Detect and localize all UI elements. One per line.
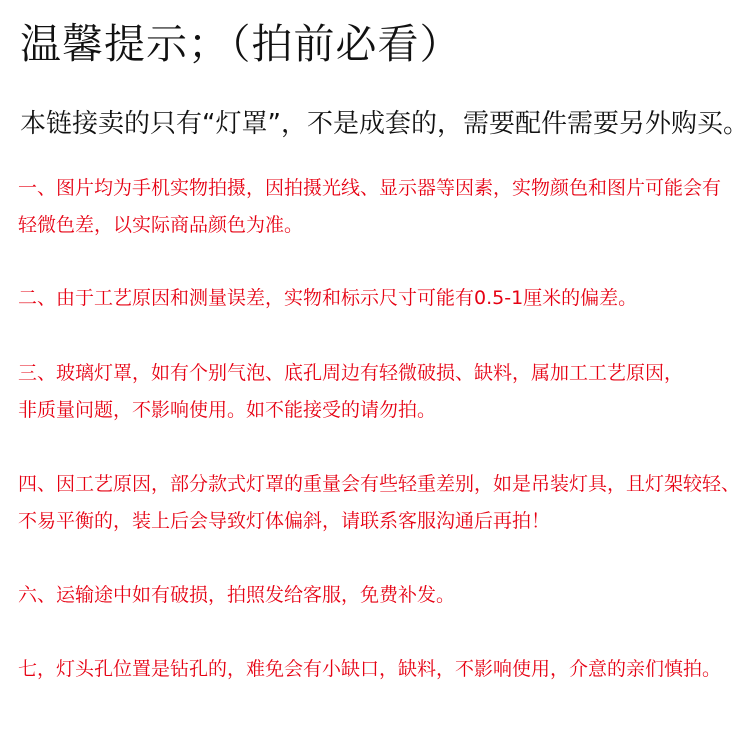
notice-item-6: [18, 577, 738, 614]
notice-line: 轻微色差，以实际商品颜色为准。: [18, 214, 304, 236]
notice-line: 不易平衡的，装上后会导致灯体偏斜，请联系客服沟通后再拍！: [18, 510, 551, 532]
notice-line: 六、运输途中如有破损，拍照发给客服，免费补发。: [18, 584, 456, 606]
notice-item-7: [18, 651, 738, 688]
notice-line: 一、图片均为手机实物拍摄，因拍摄光线、显示器等因素，实物颜色和图片可能会有: [18, 177, 722, 199]
notice-item-2: [18, 280, 738, 317]
notice-line: 三、玻璃灯罩，如有个别气泡、底孔周边有轻微破损、缺料，属加工工艺原因，: [18, 362, 684, 384]
notice-item-4: [18, 466, 741, 540]
notice-line: 七，灯头孔位置是钻孔的，难免会有小缺口，缺料，不影响使用，介意的亲们慎拍。: [18, 658, 722, 680]
notice-item-3: [18, 355, 738, 429]
notice-line: 二、由于工艺原因和测量误差，实物和标示尺寸可能有0.5-1厘米的偏差。: [18, 287, 638, 309]
notice-item-1: [18, 170, 738, 244]
page-subtitle: 本链接卖的只有“灯罩”，不是成套的，需要配件需要另外购买。: [20, 109, 749, 139]
page-title: 温馨提示；（拍前必看）: [20, 20, 462, 68]
notice-line: 四、因工艺原因，部分款式灯罩的重量会有些轻重差别，如是吊装灯具，且灯架较轻、: [18, 473, 741, 495]
notice-line: 非质量问题，不影响使用。如不能接受的请勿拍。: [18, 399, 437, 421]
